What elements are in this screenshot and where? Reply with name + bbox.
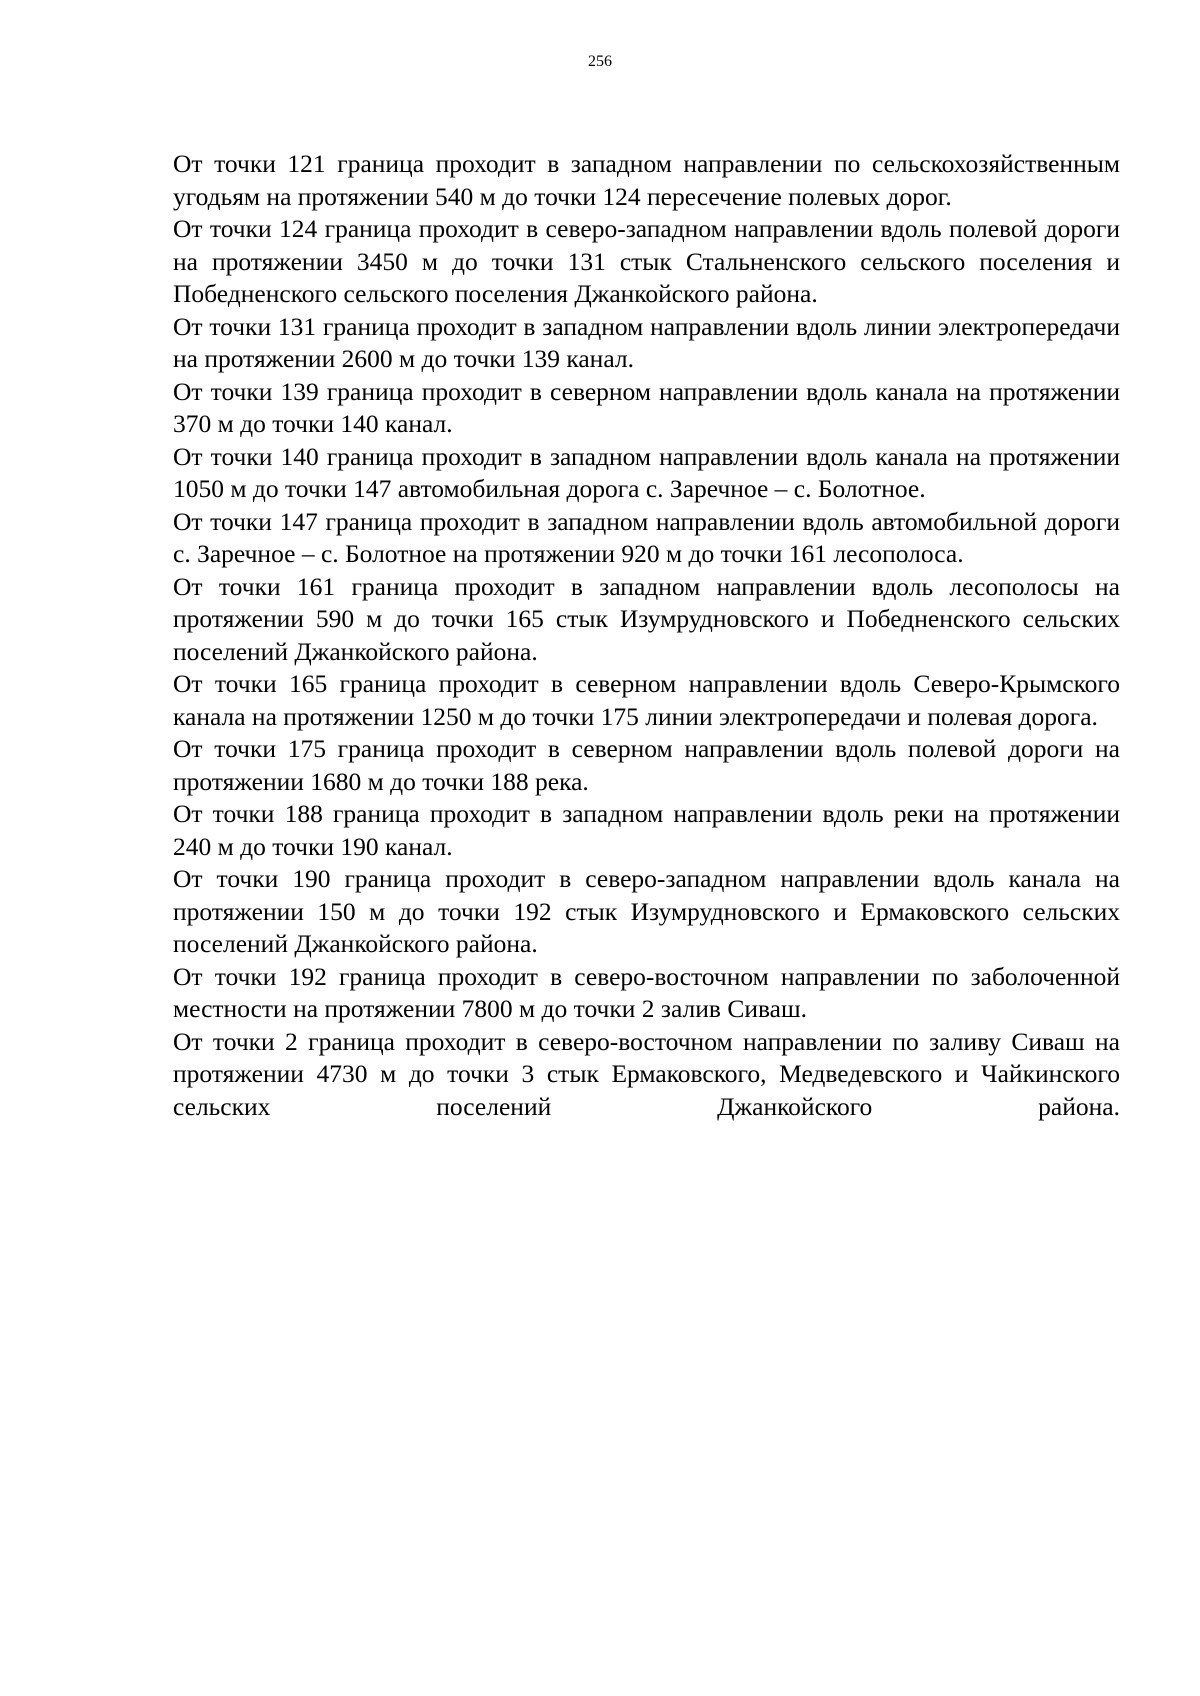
paragraph: От точки 124 граница проходит в северо-западном направлении вдоль полевой дороги на протяжении 3450 м до точки 131 стык Стальненского сельского поселения и Победненского сельского поселения Джанкойского района. — [173, 214, 1120, 308]
paragraph: От точки 121 граница проходит в западном направлении по сельскохозяйственным угодьям на протяжении 540 м до точки 124 пересечение полевых дорог. — [173, 149, 1120, 211]
paragraph: От точки 131 граница проходит в западном направлении вдоль линии электропередачи на протяжении 2600 м до точки 139 канал. — [173, 311, 1120, 373]
paragraph: От точки 192 граница проходит в северо-восточном направлении по заболоченной местности на протяжении 7800 м до точки 2 залив Сиваш. — [173, 961, 1120, 1023]
paragraph: От точки 190 граница проходит в северо-западном направлении вдоль канала на протяжении 150 м до точки 192 стык Изумрудновского и Ермаковского сельских поселений Джанкойского района. — [173, 864, 1120, 958]
paragraph: От точки 140 граница проходит в западном направлении вдоль канала на протяжении 1050 м до точки 147 автомобильная дорога с. Заречное – с. Болотное. — [173, 441, 1120, 503]
paragraph: От точки 139 граница проходит в северном направлении вдоль канала на протяжении 370 м до точки 140 канал. — [173, 376, 1120, 438]
paragraph: От точки 147 граница проходит в западном направлении вдоль автомобильной дороги с. Заречное – с. Болотное на протяжении 920 м до точки 161 лесополоса. — [173, 506, 1120, 568]
paragraph: От точки 2 граница проходит в северо-восточном направлении по заливу Сиваш на протяжении 4730 м до точки 3 стык Ермаковского, Медведевского и Чайкинского сельских поселений Джанкойского района. — [173, 1026, 1120, 1121]
paragraph: От точки 165 граница проходит в северном направлении вдоль Северо-Крымского канала на протяжении 1250 м до точки 175 линии электропередачи и полевая дорога. — [173, 669, 1120, 731]
paragraph: От точки 188 граница проходит в западном направлении вдоль реки на протяжении 240 м до точки 190 канал. — [173, 799, 1120, 861]
paragraph: От точки 161 граница проходит в западном направлении вдоль лесополосы на протяжении 590 м до точки 165 стык Изумрудновского и Победненского сельских поселений Джанкойского района. — [173, 571, 1120, 666]
document-body — [173, 148, 1120, 1123]
paragraph: От точки 175 граница проходит в северном направлении вдоль полевой дороги на протяжении 1680 м до точки 188 река. — [173, 734, 1120, 796]
page-number: 256 — [588, 53, 612, 70]
